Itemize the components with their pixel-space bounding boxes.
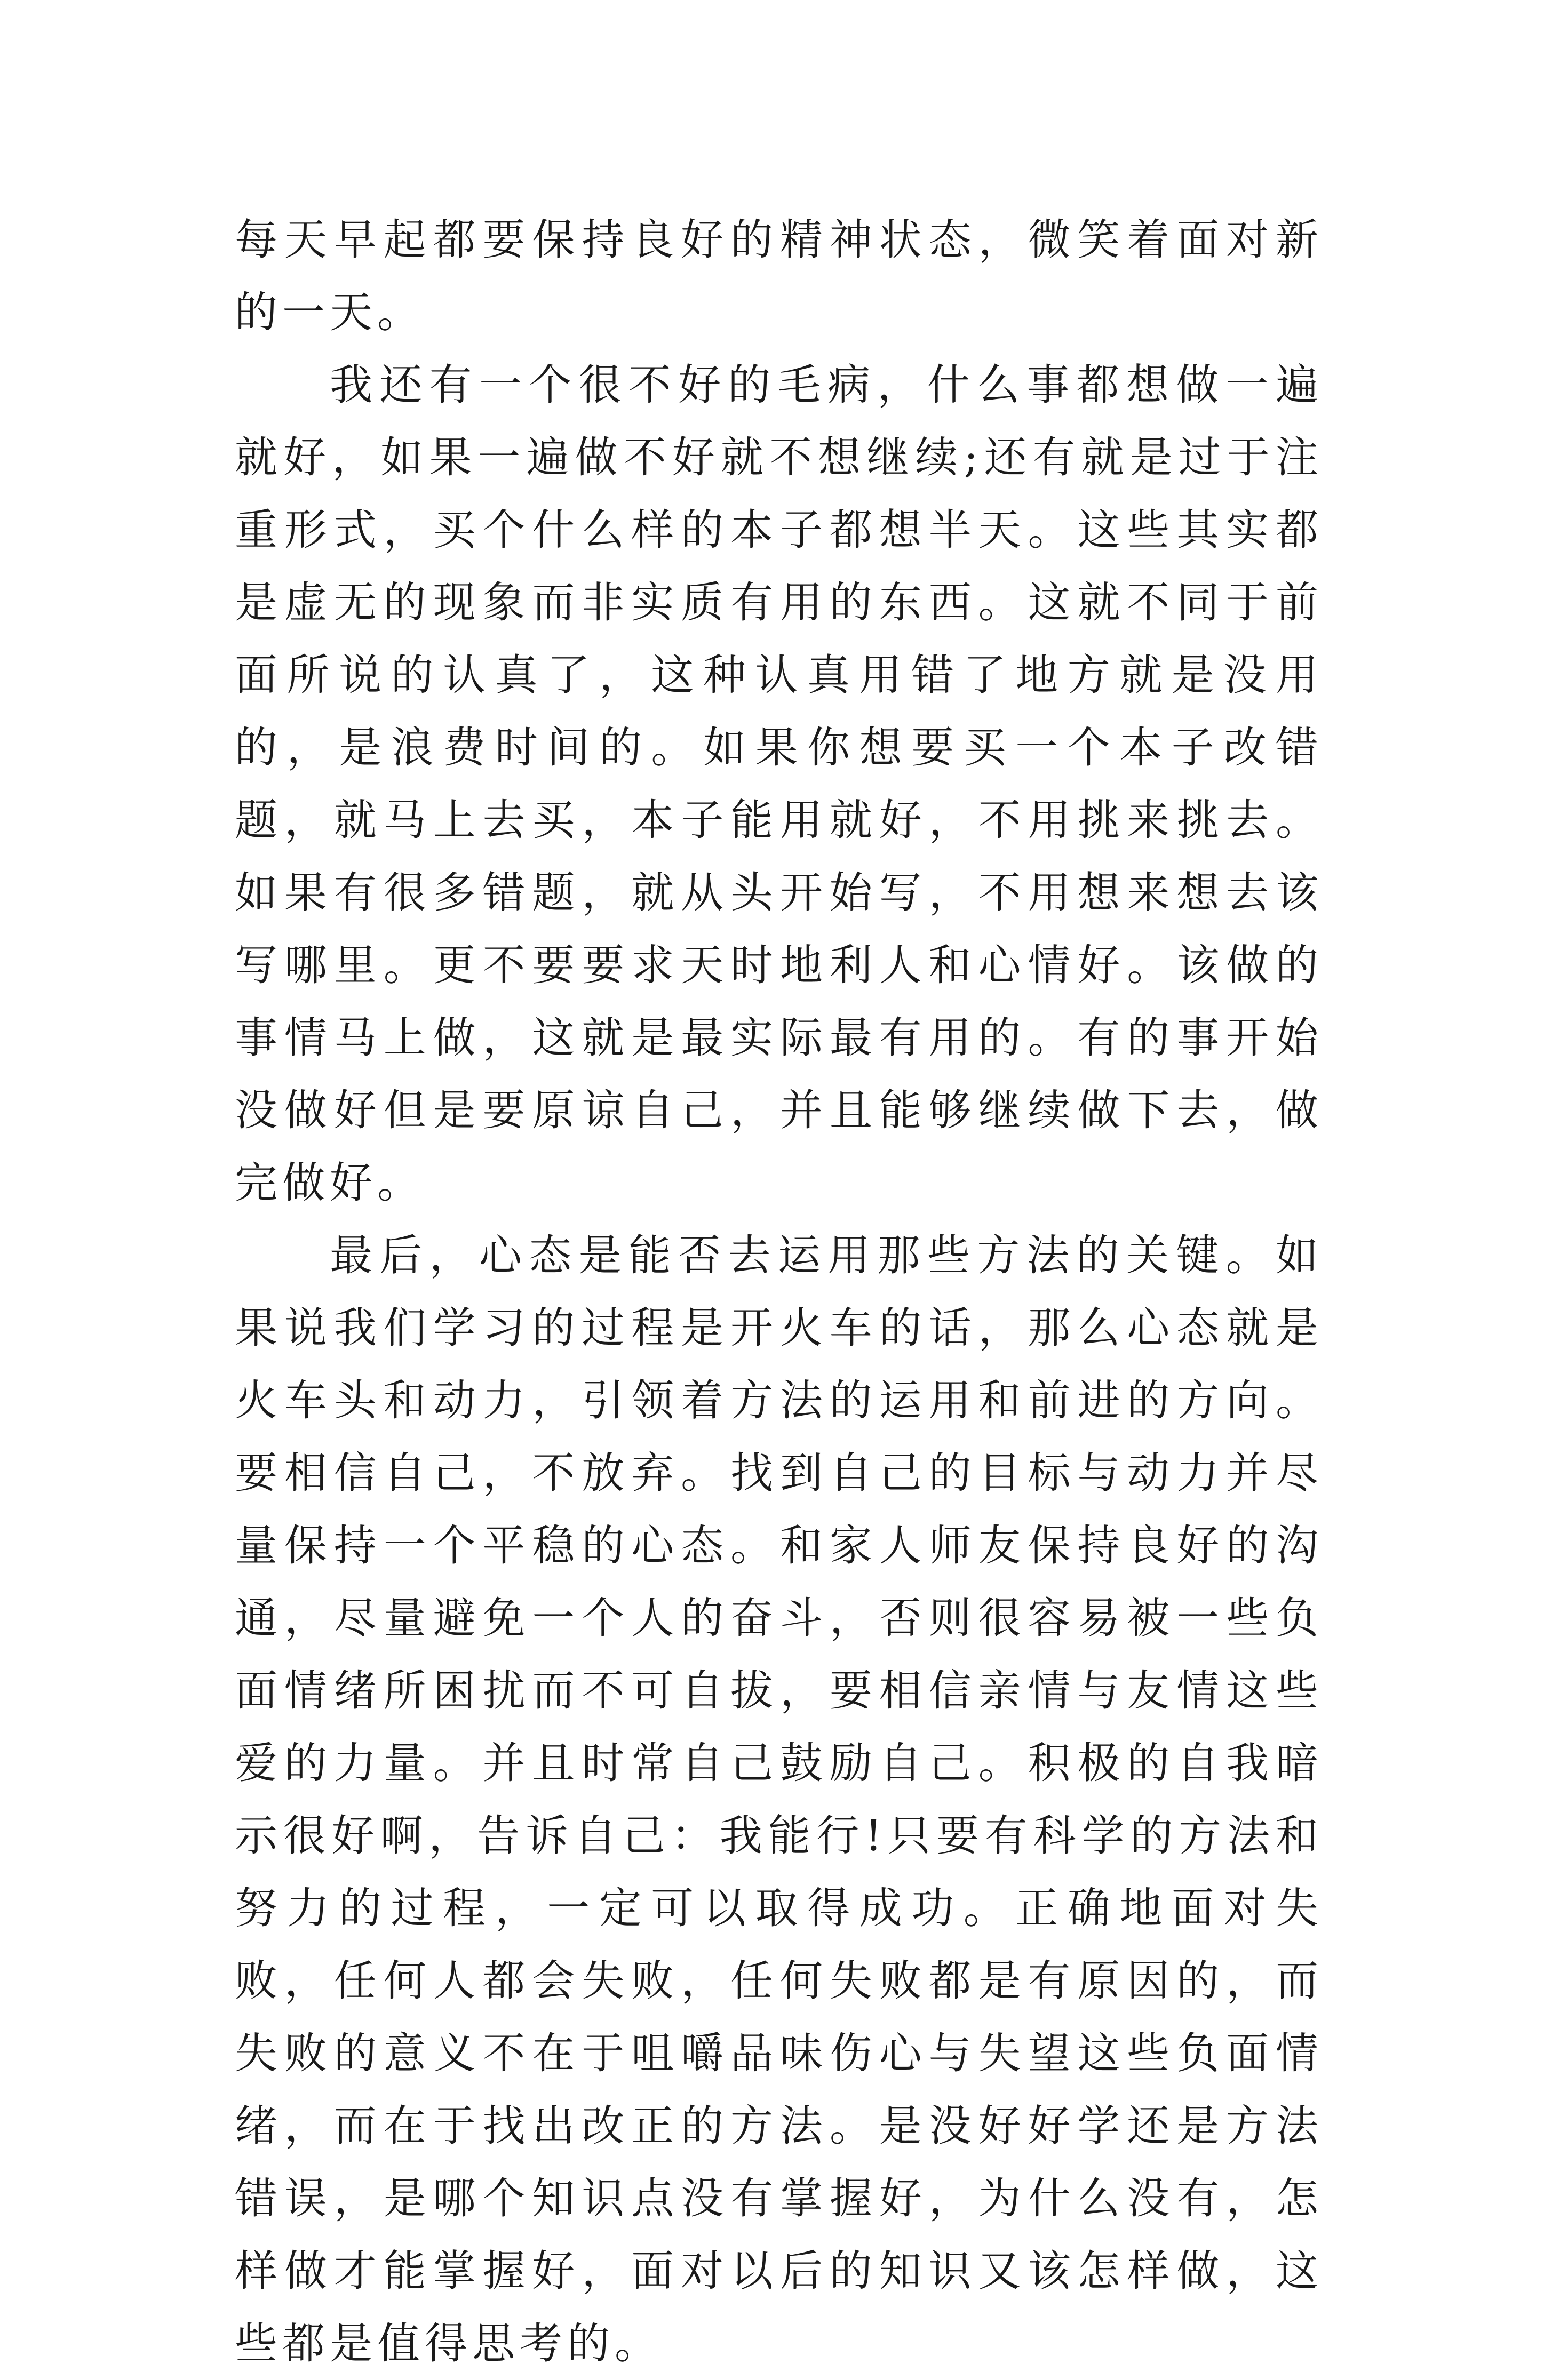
paragraph-1: 每天早起都要保持良好的精神状态，微笑着面对新的一天。 bbox=[235, 215, 1323, 337]
paragraph-3: 最后，心态是能否去运用那些方法的关键。如果说我们学习的过程是开火车的话，那么心态就是火车头和动力，引领着方法的运用和前进的方向。要相信自己，不放弃。找到自己的目标与动力并尽量保持一个平稳的心态。和家人师友保持良好的沟通，尽量避免一个人的奋斗，否则很容易被一些负面情绪所困扰而不可自拔，要相信亲情与友情这些爱的力量。并且时常自己鼓励自己。积极的自我暗示很好啊，告诉自己：我能行!只要有科学的方法和努力的过程，一定可以取得成功。正确地面对失败，任何人都会失败，任何失败都是有原因的，而失败的意义不在于咀嚼品味伤心与失望这些负面情绪，而在于找出改正的方法。是没好好学还是方法错误，是哪个知识点没有掌握好，为什么没有，怎样做才能掌握好，面对以后的知识又该怎样做，这些都是值得思考的。 bbox=[235, 1231, 1323, 2368]
paragraph-2: 我还有一个很不好的毛病，什么事都想做一遍就好，如果一遍做不好就不想继续;还有就是过于注重形式，买个什么样的本子都想半天。这些其实都是虚无的现象而非实质有用的东西。这就不同于前面所说的认真了，这种认真用错了地方就是没用的，是浪费时间的。如果你想要买一个本子改错题，就马上去买，本子能用就好，不用挑来挑去。如果有很多错题，就从头开始写，不用想来想去该写哪里。更不要要求天时地利人和心情好。该做的事情马上做，这就是最实际最有用的。有的事开始没做好但是要原谅自己，并且能够继续做下去，做完做好。 bbox=[235, 360, 1323, 1208]
body-text bbox=[235, 204, 1323, 2380]
